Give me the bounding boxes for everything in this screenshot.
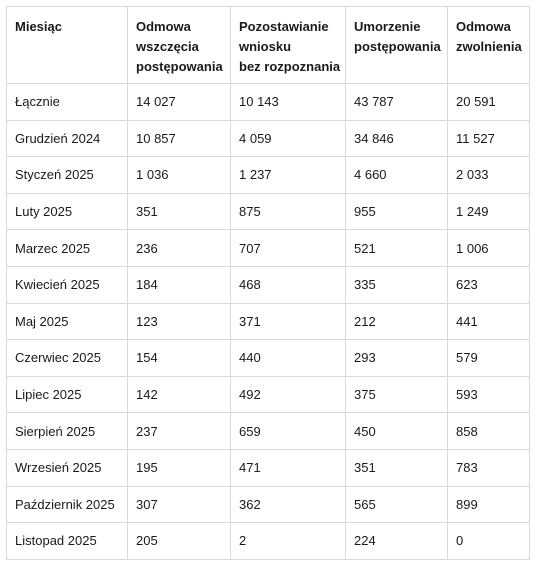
value-cell: 123 <box>128 303 231 340</box>
column-header-line: Miesiąc <box>15 19 62 34</box>
value-cell: 521 <box>346 230 448 267</box>
value-cell: 2 <box>231 523 346 560</box>
row-label-cell: Grudzień 2024 <box>7 120 128 157</box>
value-cell: 43 787 <box>346 84 448 121</box>
row-label-cell: Luty 2025 <box>7 193 128 230</box>
table-row <box>7 413 530 450</box>
value-cell: 351 <box>128 193 231 230</box>
row-label-cell: Maj 2025 <box>7 303 128 340</box>
column-header-line: bez rozpoznania <box>239 59 341 74</box>
value-cell: 707 <box>231 230 346 267</box>
row-label-cell: Marzec 2025 <box>7 230 128 267</box>
column-header <box>128 7 231 84</box>
table-row <box>7 120 530 157</box>
row-label-cell: Wrzesień 2025 <box>7 449 128 486</box>
value-cell: 335 <box>346 266 448 303</box>
table-row <box>7 157 530 194</box>
column-header-line: Odmowa <box>456 19 511 34</box>
value-cell: 293 <box>346 340 448 377</box>
table-row <box>7 303 530 340</box>
value-cell: 205 <box>128 523 231 560</box>
value-cell: 440 <box>231 340 346 377</box>
value-cell: 371 <box>231 303 346 340</box>
value-cell: 1 249 <box>448 193 530 230</box>
row-label-cell: Październik 2025 <box>7 486 128 523</box>
value-cell: 1 036 <box>128 157 231 194</box>
value-cell: 224 <box>346 523 448 560</box>
column-header <box>7 7 128 84</box>
value-cell: 899 <box>448 486 530 523</box>
value-cell: 14 027 <box>128 84 231 121</box>
row-label-cell: Lipiec 2025 <box>7 376 128 413</box>
value-cell: 212 <box>346 303 448 340</box>
value-cell: 565 <box>346 486 448 523</box>
table-row <box>7 230 530 267</box>
value-cell: 579 <box>448 340 530 377</box>
column-header <box>346 7 448 84</box>
value-cell: 4 660 <box>346 157 448 194</box>
value-cell: 236 <box>128 230 231 267</box>
value-cell: 450 <box>346 413 448 450</box>
header-row <box>7 7 530 84</box>
value-cell: 10 857 <box>128 120 231 157</box>
row-label-cell: Kwiecień 2025 <box>7 266 128 303</box>
value-cell: 1 006 <box>448 230 530 267</box>
table-row <box>7 340 530 377</box>
value-cell: 0 <box>448 523 530 560</box>
table-row <box>7 523 530 560</box>
value-cell: 4 059 <box>231 120 346 157</box>
column-header-line: Umorzenie <box>354 19 421 34</box>
value-cell: 142 <box>128 376 231 413</box>
table-row <box>7 266 530 303</box>
value-cell: 195 <box>128 449 231 486</box>
value-cell: 659 <box>231 413 346 450</box>
value-cell: 593 <box>448 376 530 413</box>
value-cell: 1 237 <box>231 157 346 194</box>
table-row <box>7 486 530 523</box>
value-cell: 10 143 <box>231 84 346 121</box>
column-header <box>448 7 530 84</box>
table-header <box>7 7 530 84</box>
column-header-line: postępowania <box>354 39 441 54</box>
row-label-cell: Łącznie <box>7 84 128 121</box>
value-cell: 441 <box>448 303 530 340</box>
value-cell: 471 <box>231 449 346 486</box>
value-cell: 875 <box>231 193 346 230</box>
column-header-line: Odmowa <box>136 19 191 34</box>
table-row <box>7 449 530 486</box>
column-header-line: wszczęcia <box>136 39 199 54</box>
value-cell: 783 <box>448 449 530 486</box>
table-body <box>7 84 530 560</box>
column-header-line: postępowania <box>136 59 223 74</box>
value-cell: 237 <box>128 413 231 450</box>
table-row <box>7 84 530 121</box>
table-row <box>7 193 530 230</box>
row-label-cell: Styczeń 2025 <box>7 157 128 194</box>
value-cell: 351 <box>346 449 448 486</box>
value-cell: 154 <box>128 340 231 377</box>
value-cell: 11 527 <box>448 120 530 157</box>
value-cell: 20 591 <box>448 84 530 121</box>
value-cell: 184 <box>128 266 231 303</box>
row-label-cell: Sierpień 2025 <box>7 413 128 450</box>
value-cell: 468 <box>231 266 346 303</box>
value-cell: 375 <box>346 376 448 413</box>
value-cell: 307 <box>128 486 231 523</box>
column-header-line: wniosku <box>239 39 292 54</box>
value-cell: 2 033 <box>448 157 530 194</box>
table-row <box>7 376 530 413</box>
row-label-cell: Listopad 2025 <box>7 523 128 560</box>
value-cell: 858 <box>448 413 530 450</box>
value-cell: 955 <box>346 193 448 230</box>
value-cell: 362 <box>231 486 346 523</box>
value-cell: 492 <box>231 376 346 413</box>
column-header-line: zwolnienia <box>456 39 522 54</box>
row-label-cell: Czerwiec 2025 <box>7 340 128 377</box>
data-table <box>6 6 530 560</box>
column-header <box>231 7 346 84</box>
value-cell: 34 846 <box>346 120 448 157</box>
column-header-line: Pozostawianie <box>239 19 329 34</box>
value-cell: 623 <box>448 266 530 303</box>
